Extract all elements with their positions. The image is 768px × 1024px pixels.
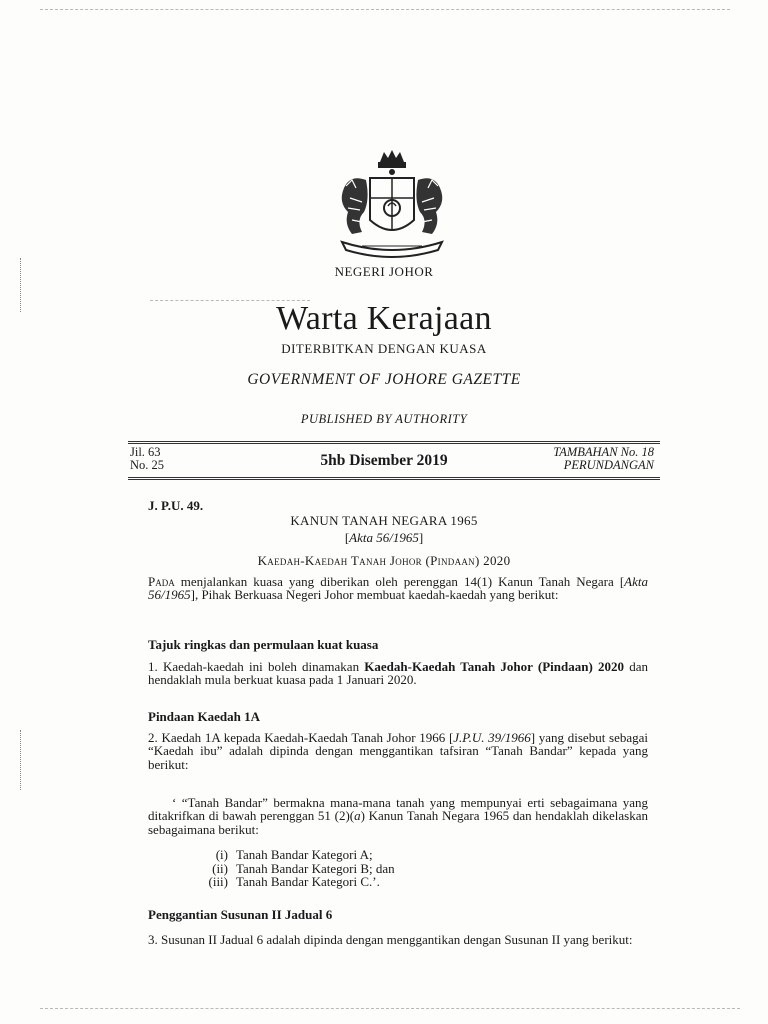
preamble-d: ], Pihak Berkuasa Negeri Johor membuat kaedah-kaedah yang berikut:: [190, 587, 559, 603]
issue-rule-top: [128, 441, 660, 442]
act-reference: [0, 530, 768, 546]
issue-rule-bottom: [128, 477, 660, 478]
state-name: NEGERI JOHOR: [334, 264, 434, 279]
section-2-c: ] yang disebut sebagai “Kaedah ibu” adalah dipinda dengan menggantikan tafsiran “Tanah Bandar” kepada yang berikut:: [148, 730, 648, 772]
category-list: [196, 848, 395, 889]
act-name: KANUN TANAH NEGARA 1965: [290, 513, 478, 528]
definition-text: [148, 796, 648, 836]
rules-title-c: ) 2020: [474, 553, 511, 568]
rules-title: [0, 553, 768, 569]
section-text-1: [148, 660, 648, 687]
english-subtitle: PUBLISHED BY AUTHORITY: [300, 412, 468, 426]
margin-mark-2: [20, 730, 21, 790]
list-item: [196, 875, 395, 889]
section-1-c: dan hendaklah mula berkuat kuasa pada 1 Januari 2020.: [148, 659, 648, 688]
category-num: (i): [215, 847, 228, 862]
section-2-a: 2. Kaedah 1A kepada Kaedah-Kaedah Tanah Johor 1966 [: [148, 730, 454, 745]
issue-volume: Jil. 63: [130, 445, 161, 459]
english-title: GOVERNMENT OF JOHORE GAZETTE: [247, 371, 521, 388]
category-text: Tanah Bandar Kategori C.’.: [236, 874, 380, 890]
list-item: [196, 848, 395, 862]
category-num: (iii): [208, 874, 228, 890]
issue-date: 5hb Disember 2019: [320, 452, 448, 469]
section-1-a: 1. Kaedah-kaedah ini boleh dinamakan: [148, 659, 365, 674]
scan-artifact-top: [40, 9, 730, 10]
category-text: Tanah Bandar Kategori A;: [236, 847, 373, 862]
gazette-title: Warta Kerajaan: [276, 300, 492, 337]
section-text-2: [148, 731, 648, 771]
gazette-subtitle: DITERBITKAN DENGAN KUASA: [281, 341, 487, 356]
issue-number: No. 25: [130, 458, 165, 472]
list-item: [196, 862, 395, 876]
section-heading-1: Tajuk ringkas dan permulaan kuat kuasa: [148, 637, 379, 652]
definition-c: ) Kanun Tanah Negara 1965 dan hendaklah dikelaskan sebagaimana berikut:: [148, 808, 649, 837]
preamble-lead: Pada: [148, 574, 175, 589]
notice-reference: J. P.U. 49.: [148, 498, 204, 513]
act-ref-open: [: [344, 530, 350, 545]
category-num: (ii): [212, 860, 228, 876]
definition-a: ‘ “Tanah Bandar” bermakna mana-mana tanah yang mempunyai erti sebagaimana yang ditakrifkan di bawah perenggan 51 (2)(: [148, 795, 648, 824]
johor-coat-of-arms-icon: [322, 150, 462, 262]
act-ref-close: ]: [418, 530, 424, 545]
category-text: Tanah Bandar Kategori B; dan: [236, 860, 395, 876]
rules-title-a: Kaedah-Kaedah Tanah Johor (: [257, 553, 431, 568]
section-heading-3: Penggantian Susunan II Jadual 6: [148, 907, 333, 922]
definition-b: a: [354, 808, 361, 824]
rules-title-b: Pindaan: [430, 553, 475, 568]
section-1-b: Kaedah-Kaedah Tanah Johor (Pindaan) 2020: [364, 659, 625, 674]
issue-supplement: TAMBAHAN No. 18: [553, 445, 654, 459]
section-heading-2: Pindaan Kaedah 1A: [148, 709, 260, 724]
section-2-b: J.P.U. 39/1966: [453, 730, 531, 745]
section-text-3: 3. Susunan II Jadual 6 adalah dipinda dengan menggantikan dengan Susunan II yang berikut:: [148, 932, 633, 947]
scan-artifact-bottom: [40, 1008, 740, 1009]
preamble-b: menjalankan kuasa yang diberikan oleh perenggan 14(1) Kanun Tanah Negara [: [174, 574, 625, 589]
issue-rule-bottom-2: [128, 479, 660, 480]
issue-supplement-block: [553, 446, 654, 472]
act-ref-text: Akta 56/1965: [349, 530, 419, 545]
issue-category: PERUNDANGAN: [563, 458, 654, 472]
preamble-act: Akta 56/1965: [148, 574, 648, 603]
preamble: [148, 575, 648, 602]
issue-rule-top-2: [128, 443, 660, 444]
